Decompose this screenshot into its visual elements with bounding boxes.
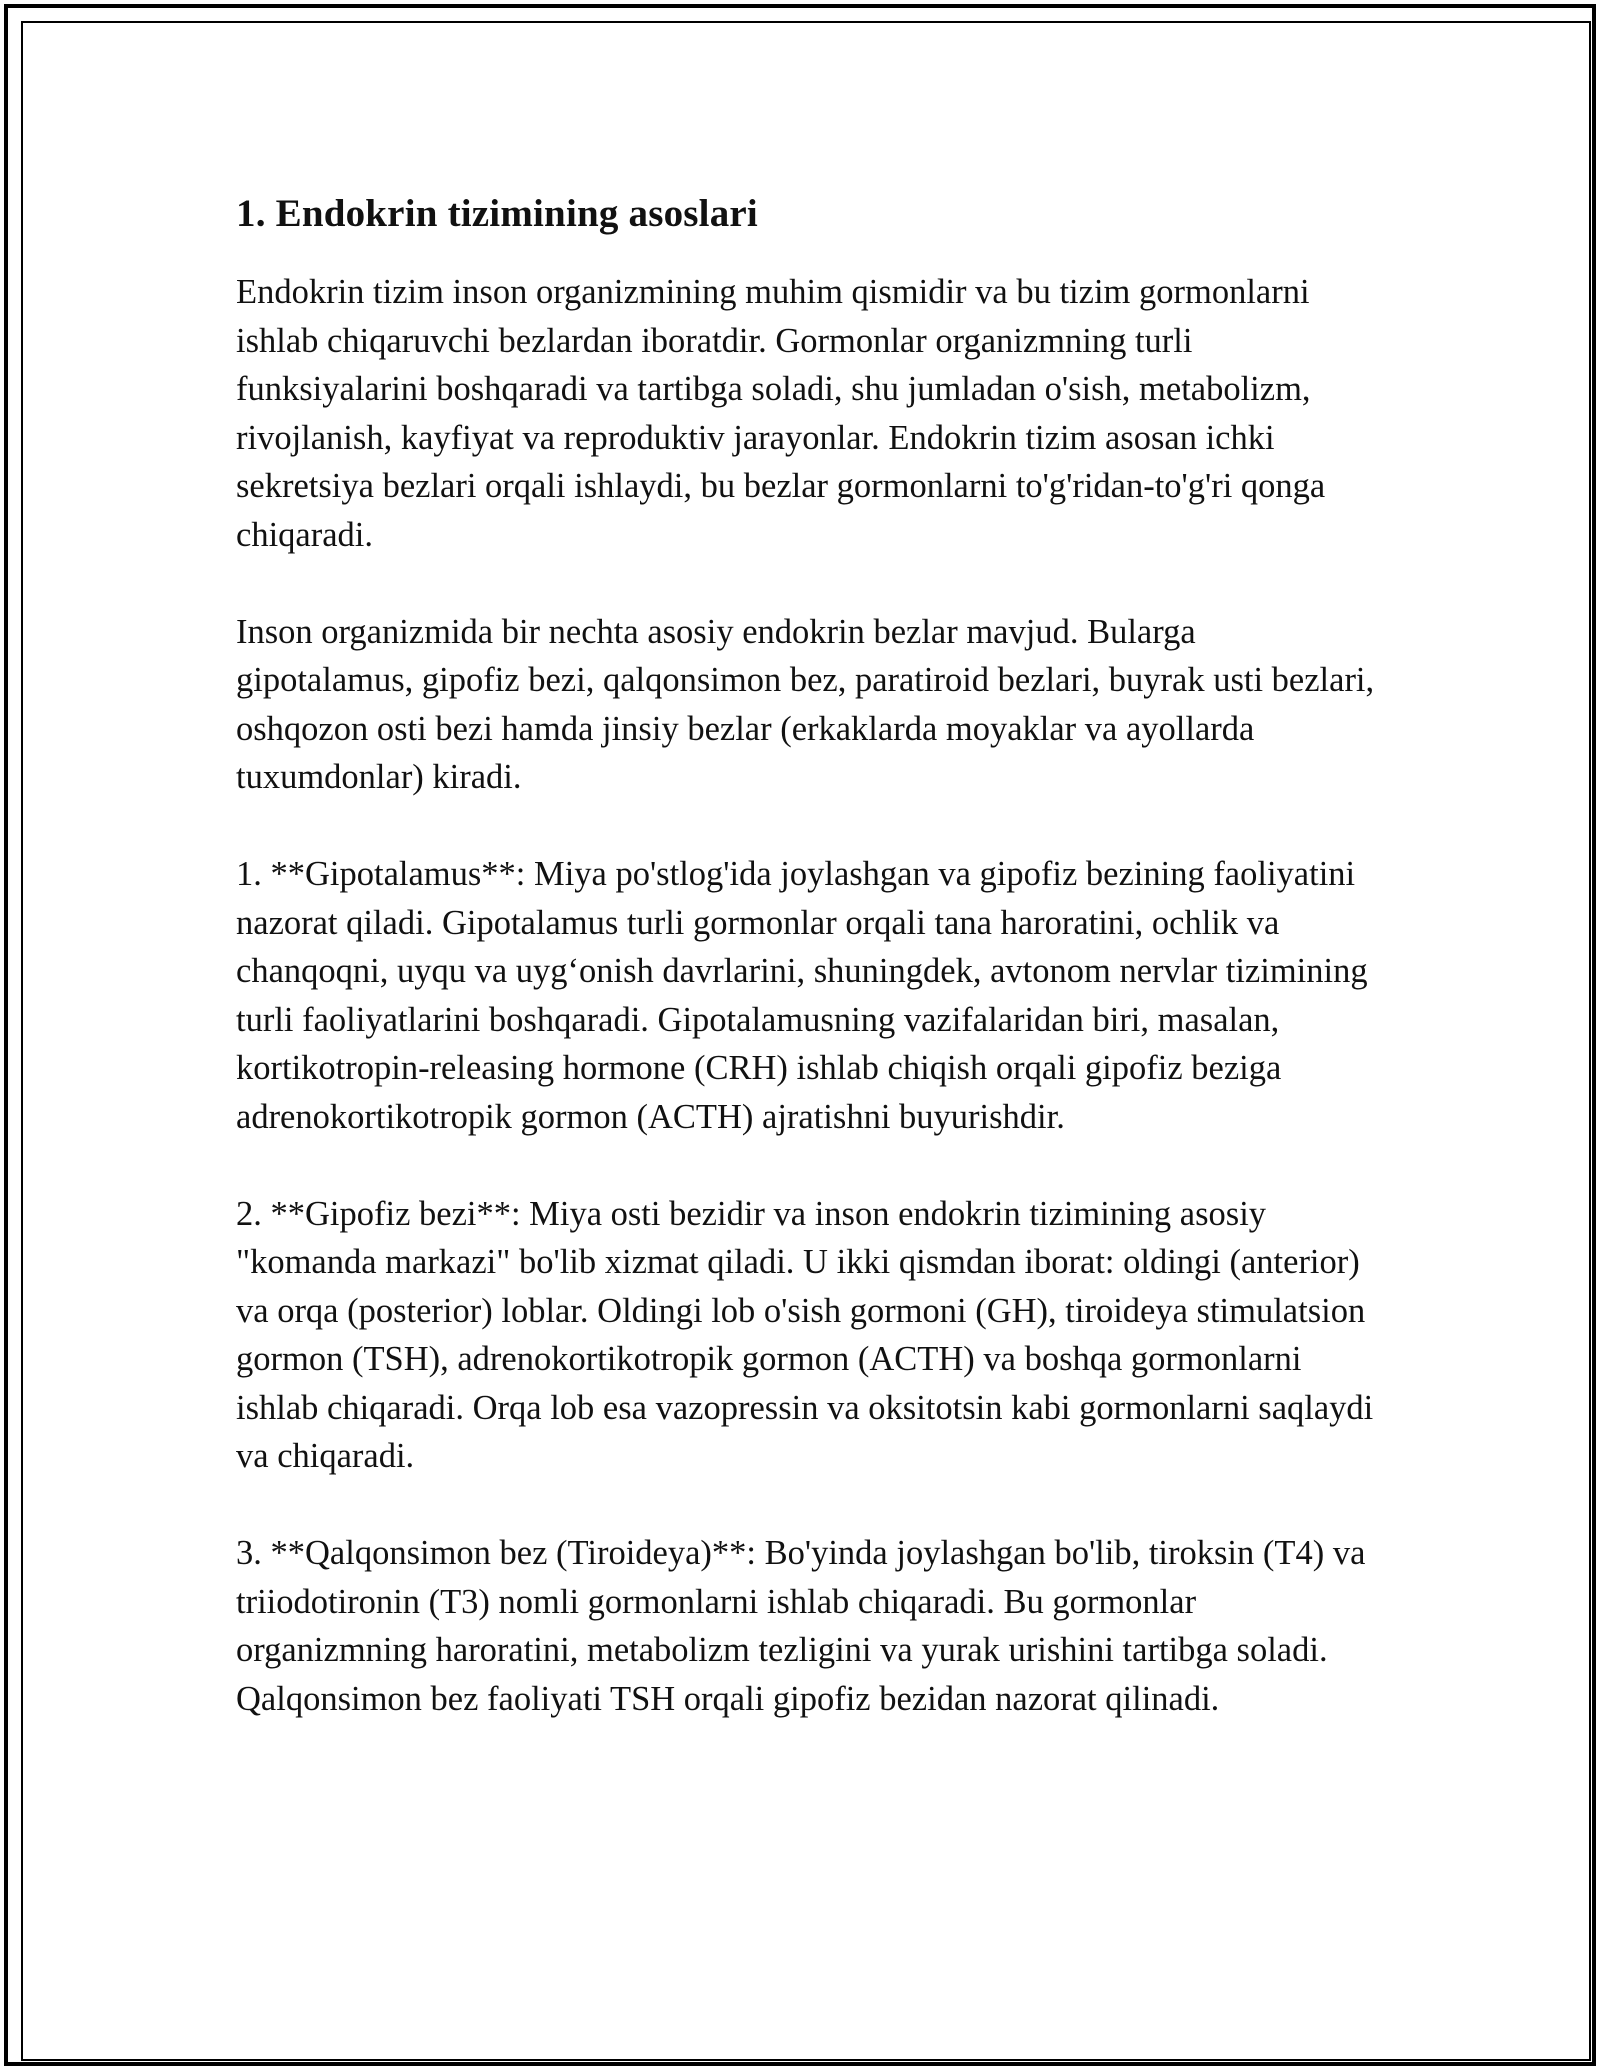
paragraph-glands-overview: Inson organizmida bir nechta asosiy endokrin bezlar mavjud. Bularga gipotalamus, gipofiz bezi, qalqonsimon bez, paratiroid bezlari, buyrak usti bezlari, oshqozon osti bezi hamda jinsiy bezlar (erkaklarda moyaklar va ayollarda tuxumdonlar) kiradi. — [236, 612, 1375, 796]
section-title: 1. Endokrin tizimining asoslari — [236, 192, 758, 235]
paragraph-hypothalamus: 1. **Gipotalamus**: Miya po'stlog'ida joylashgan va gipofiz bezining faoliyatini nazorat qiladi. Gipotalamus turli gormonlar orqali tana haroratini, ochlik va chanqoqni, uyqu va uyg‘onish davrlarini, shuningdek, avtonom nervlar tizimining turli faoliyatlarini boshqaradi. Gipotalamusning vazifalaridan biri, masalan, kortikotropin-releasing hormone (CRH) ishlab chiqish orqali gipofiz beziga adrenokortikotropik gormon (ACTH) ajratishni buyurishdir. — [236, 855, 1368, 1136]
document-body — [236, 186, 1376, 1772]
paragraph-pituitary: 2. **Gipofiz bezi**: Miya osti bezidir va inson endokrin tizimining asosiy "komanda markazi" bo'lib xizmat qiladi. U ikki qismdan iborat: oldingi (anterior) va orqa (posterior) loblar. Oldingi lob o'sish gormoni (GH), tiroideya stimulatsion gormon (TSH), adrenokortikotropik gormon (ACTH) va boshqa gormonlarni ishlab chiqaradi. Orqa lob esa vazopressin va oksitotsin kabi gormonlarni saqlaydi va chiqaradi. — [236, 1194, 1374, 1475]
paragraph-thyroid: 3. **Qalqonsimon bez (Tiroideya)**: Bo'yinda joylashgan bo'lib, tiroksin (T4) va triiodotironin (T3) nomli gormonlarni ishlab chiqaradi. Bu gormonlar organizmning haroratini, metabolizm tezligini va yurak urishini tartibga soladi. Qalqonsimon bez faoliyati TSH orqali gipofiz bezidan nazorat qilinadi. — [236, 1534, 1366, 1718]
paragraph-intro: Endokrin tizim inson organizmining muhim qismidir va bu tizim gormonlarni ishlab chiqaruvchi bezlardan iboratdir. Gormonlar organizmning turli funksiyalarini boshqaradi va tartibga soladi, shu jumladan o'sish, metabolizm, rivojlanish, kayfiyat va reproduktiv jarayonlar. Endokrin tizim asosan ichki sekretsiya bezlari orqali ishlaydi, bu bezlar gormonlarni to'g'ridan-to'g'ri qonga chiqaradi. — [236, 273, 1326, 554]
